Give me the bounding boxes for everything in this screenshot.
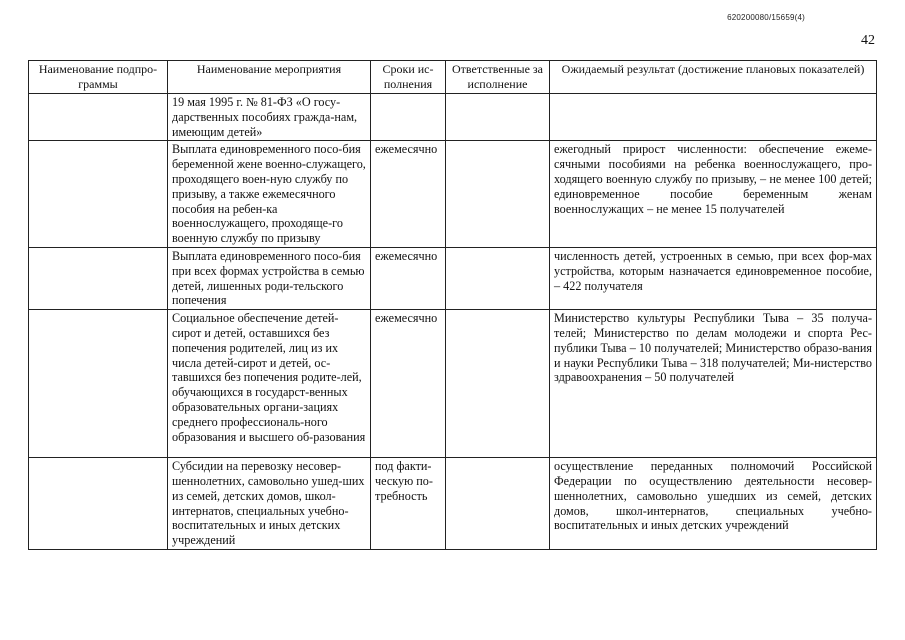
subprogram-cell [29, 247, 168, 309]
result-cell: численность детей, устроенных в семью, при всех фор-мах устройства, которым назначается единовременное пособие, – 422 получателя [550, 247, 877, 309]
result-cell: Министерство культуры Республики Тыва – 35 получа-телей; Министерство по делам молодежи и спорта Рес-публики Тыва – 10 получателей; Министерство образо-вания и науки Республики Тыва – 318 получателей; Ми-нистерство здравоохранения – 50 получателей [550, 310, 877, 458]
responsible-cell [446, 247, 550, 309]
table-row [29, 141, 877, 248]
page-number: 42 [861, 33, 875, 48]
term-cell [371, 94, 446, 141]
responsible-cell [446, 310, 550, 458]
responsible-cell [446, 141, 550, 248]
document-id: 620200080/15659(4) [727, 13, 805, 22]
table-row [29, 94, 877, 141]
event-cell: Выплата единовременного посо-бия при всех формах устройства в семью детей, лишенных роди-тельского попечения [168, 247, 371, 309]
column-header-result: Ожидаемый результат (достижение плановых показателей) [550, 61, 877, 94]
table-row [29, 247, 877, 309]
subprogram-cell [29, 310, 168, 458]
term-cell: ежемесячно [371, 247, 446, 309]
term-cell: под факти-ческую по-требность [371, 458, 446, 550]
responsible-cell [446, 94, 550, 141]
column-header-term: Сроки ис-полнения [371, 61, 446, 94]
table-row [29, 458, 877, 550]
responsible-cell [446, 458, 550, 550]
column-header-event: Наименование мероприятия [168, 61, 371, 94]
event-cell: Субсидии на перевозку несовер-шеннолетних, самовольно ушед-ших из семей, детских домов, школ-интернатов, специальных учебно-воспитательных и иных детских учреждений [168, 458, 371, 550]
column-header-responsible: Ответственные за исполнение [446, 61, 550, 94]
result-cell: осуществление переданных полномочий Российской Федерации по осуществлению деятельности несовер-шеннолетних, самовольно ушедших из семей, детских домов, школ-интернатов, специальных учебно-воспитательных и иных детских учреждений [550, 458, 877, 550]
subprogram-cell [29, 141, 168, 248]
result-cell: ежегодный прирост численности: обеспечение ежеме-сячными пособиями на ребенка военнослужащего, про-ходящего военную службу по призыву, – не менее 100 детей; единовременное пособие беременным женам военнослужащих – не менее 15 получателей [550, 141, 877, 248]
measures-table [28, 60, 877, 550]
result-cell [550, 94, 877, 141]
term-cell: ежемесячно [371, 141, 446, 248]
table-row [29, 310, 877, 458]
event-cell: Выплата единовременного посо-бия беременной жене военно-служащего, проходящего воен-ную службу по призыву, а также ежемесячного пособия на ребен-ка военнослужащего, проходяще-го военную службу по призыву [168, 141, 371, 248]
column-header-subprogram: Наименование подпро-граммы [29, 61, 168, 94]
event-cell: 19 мая 1995 г. № 81-ФЗ «О госу-дарственных пособиях гражда-нам, имеющим детей» [168, 94, 371, 141]
subprogram-cell [29, 94, 168, 141]
term-cell: ежемесячно [371, 310, 446, 458]
event-cell: Социальное обеспечение детей-сирот и детей, оставшихся без попечения родителей, лиц из их числа детей-сирот и детей, ос-тавшихся без попечения родите-лей, обучающихся в государст-венных образовательных органи-зациях среднего профессиональ-ного образования и высшего об-разования [168, 310, 371, 458]
subprogram-cell [29, 458, 168, 550]
table-header-row [29, 61, 877, 94]
